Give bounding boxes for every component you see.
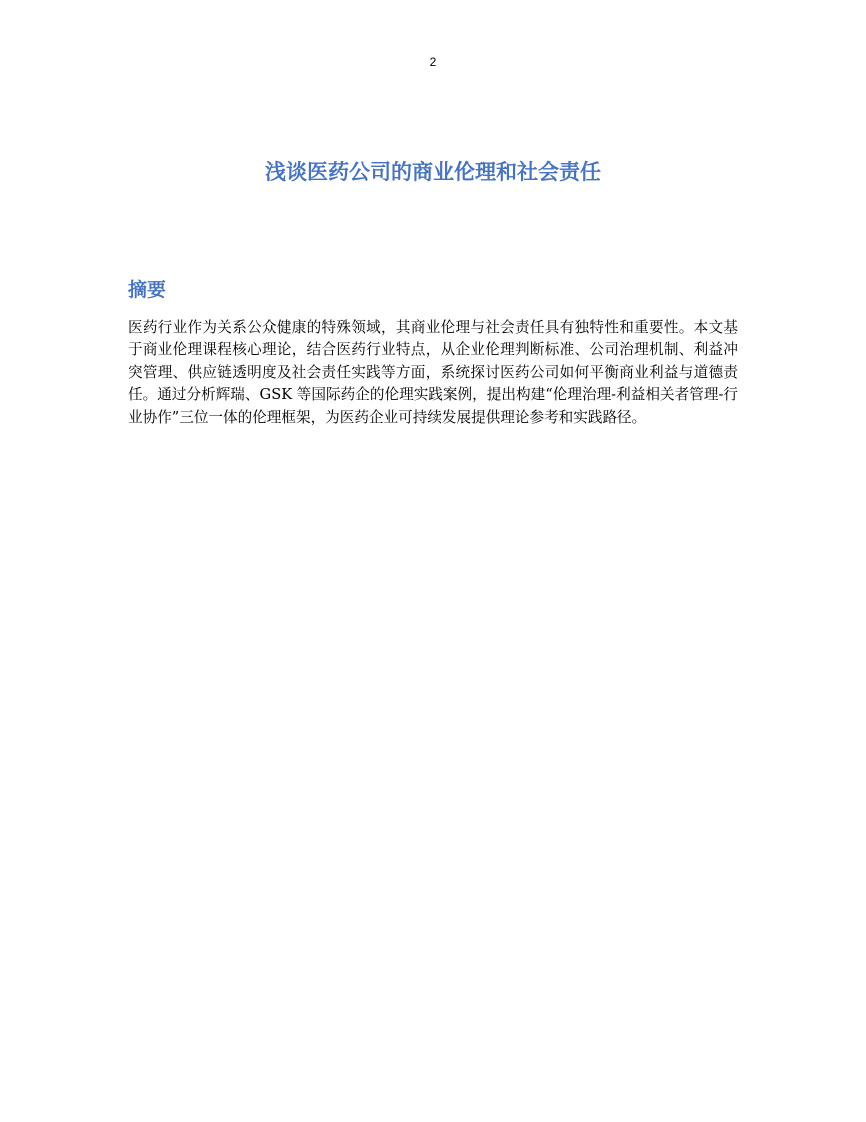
abstract-body: 医药行业作为关系公众健康的特殊领域，其商业伦理与社会责任具有独特性和重要性。本文基于商业伦理课程核心理论，结合医药行业特点，从企业伦理判断标准、公司治理机制、利益冲突管理、供应链透明度及社会责任实践等方面，系统探讨医药公司如何平衡商业利益与道德责任。通过分析辉瑞、GSK 等国际药企的伦理实践案例，提出构建“伦理治理-利益相关者管理-行业协作”三位一体的伦理框架，为医药企业可持续发展提供理论参考和实践路径。 (128, 319, 738, 426)
page-number: 2 (429, 55, 437, 69)
document-title: 浅谈医药公司的商业伦理和社会责任 (265, 160, 601, 184)
abstract-heading: 摘要 (128, 279, 167, 301)
